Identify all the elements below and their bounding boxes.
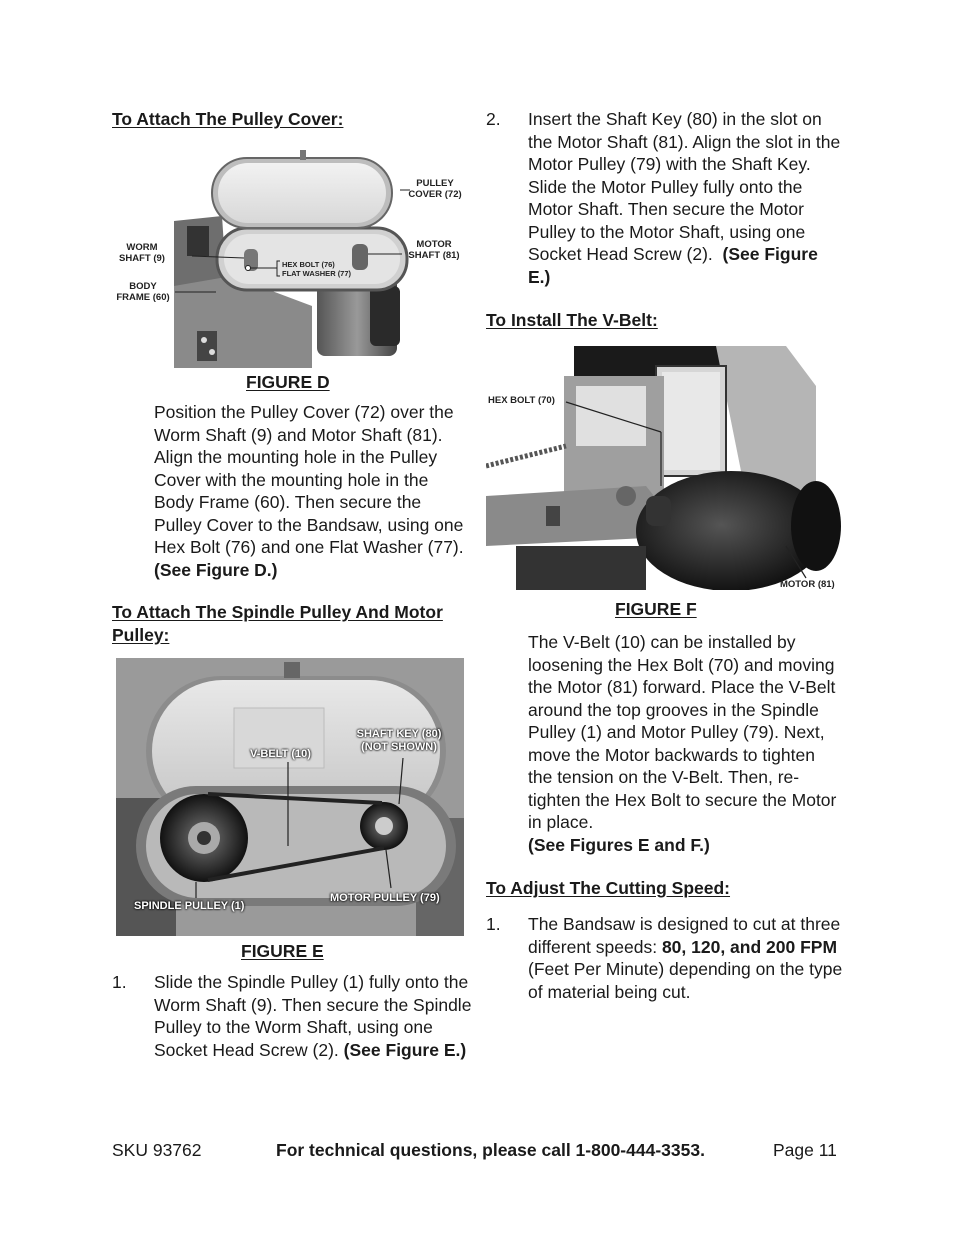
figure-d-photo (112, 146, 468, 368)
label-body-frame: BODY FRAME (60) (116, 281, 170, 303)
heading-cutting-speed: To Adjust The Cutting Speed: (486, 878, 731, 898)
step2-motor-pulley: Insert the Shaft Key (80) in the slot on the Motor Shaft (81). Align the slot in the Motor Pulley (79) with the Shaft Key. Slide the Motor Pulley fully onto the Motor Shaft. Then secure the Motor Pulley to the Motor Shaft, using one Socket Head Screw (2). (See Figure E.) (528, 109, 841, 287)
label-spindle-pulley: SPINDLE PULLEY (1) (134, 900, 245, 912)
step1-cutting-speed: The Bandsaw is designed to cut at three different speeds: 80, 120, and 200 FPM (Feet Per Minute) depending on the type of material being cut. (528, 914, 843, 1002)
label-worm-shaft: WORM SHAFT (9) (119, 242, 165, 264)
label-motor-pulley: MOTOR PULLEY (79) (330, 892, 440, 904)
label-motor-shaft: MOTOR SHAFT (81) (408, 239, 460, 261)
figure-f-illustration (486, 346, 844, 590)
step-number-speed-1: 1. (486, 914, 501, 934)
label-v-belt: V-BELT (10) (250, 748, 311, 760)
caption-figure-e: FIGURE E (241, 941, 324, 961)
figure-f-photo (486, 346, 844, 590)
step-number-2: 2. (486, 109, 501, 129)
paragraph-pulley-cover: Position the Pulley Cover (72) over the Worm Shaft (9) and Motor Shaft (81). Align the mounting hole in the Pulley Cover with the mounting hole in the Body Frame (60). Then secure the Pulley Cover to the Bandsaw, using one Hex Bolt (76) and one Flat Washer (77). (See Figure D.) (154, 402, 464, 580)
label-shaft-key: SHAFT KEY (80) (NOT SHOWN) (356, 728, 442, 753)
label-motor-81: MOTOR (81) (780, 579, 835, 590)
step-number-1: 1. (112, 972, 127, 992)
heading-v-belt: To Install The V-Belt: (486, 310, 658, 330)
label-hex-bolt-70: HEX BOLT (70) (488, 395, 555, 406)
caption-figure-f: FIGURE F (615, 599, 697, 619)
footer-sku: SKU 93762 (112, 1140, 202, 1160)
caption-figure-d: FIGURE D (246, 372, 330, 392)
figure-e-photo (116, 658, 464, 936)
step1-spindle-pulley: Slide the Spindle Pulley (1) fully onto the Worm Shaft (9). Then secure the Spindle Pulley to the Worm Shaft, using one Socket Head Screw (2). (See Figure E.) (154, 972, 472, 1060)
footer-support-phone: For technical questions, please call 1-800-444-3353. (276, 1140, 705, 1160)
heading-spindle-pulley: To Attach The Spindle Pulley And Motor Pulley: (112, 602, 443, 645)
footer-page-number: Page 11 (773, 1140, 837, 1160)
label-pulley-cover: PULLEY COVER (72) (408, 178, 462, 200)
paragraph-v-belt: The V-Belt (10) can be installed by loosening the Hex Bolt (70) and moving the Motor (81) forward. Place the V-Belt around the top grooves in the Spindle Pulley (1) and Motor Pulley (79). Next, move the Motor backwards to tighten the tension on the V-Belt. Then, re-tighten the Hex Bolt to secure the Motor in place. (See Figures E and F.) (528, 632, 837, 855)
heading-pulley-cover: To Attach The Pulley Cover: (112, 109, 344, 129)
label-hex-bolt-76: HEX BOLT (76) FLAT WASHER (77) (282, 260, 352, 278)
